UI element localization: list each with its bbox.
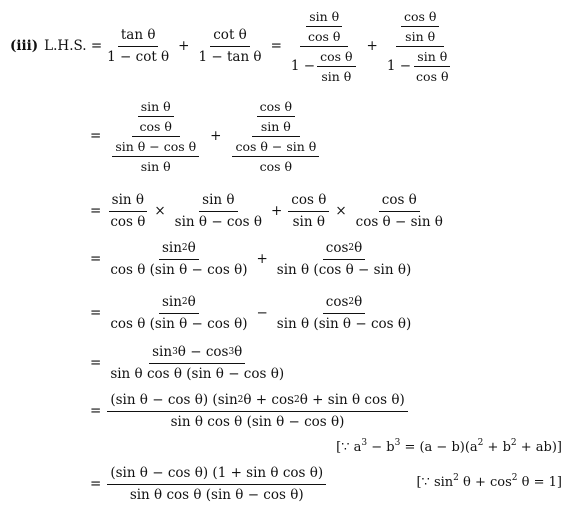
fraction-cos-over-sin bbox=[401, 9, 439, 44]
exponent: 2 bbox=[453, 473, 459, 483]
denominator: cos θ bbox=[110, 213, 146, 230]
fraction-2 bbox=[274, 240, 414, 277]
line-step-7 bbox=[86, 388, 410, 434]
compound-denominator bbox=[107, 137, 204, 174]
compound-denominator bbox=[227, 137, 324, 174]
line-step-5 bbox=[86, 290, 416, 336]
lhs-label: L.H.S. = bbox=[44, 38, 103, 54]
exponent: 3 bbox=[361, 438, 368, 448]
compound-numerator bbox=[300, 9, 348, 47]
exponent: 2 bbox=[477, 438, 484, 448]
numerator: cos θ bbox=[379, 192, 420, 211]
one-minus: 1 − bbox=[386, 57, 412, 74]
denominator: cos θ bbox=[416, 68, 449, 84]
equals-sign: = bbox=[90, 476, 102, 492]
term: [∵ a bbox=[336, 440, 362, 455]
numerator: sin 2 θ bbox=[159, 240, 199, 259]
denominator: sin θ cos θ (sin θ − cos θ) bbox=[110, 365, 285, 382]
compound-numerator bbox=[396, 9, 444, 47]
fraction-diff-over-cos bbox=[232, 139, 319, 174]
numerator: cos 2 θ bbox=[323, 294, 366, 313]
fraction-tan-over-1-minus-cot bbox=[104, 27, 172, 64]
denominator: sin θ (sin θ − cos θ) bbox=[276, 315, 412, 332]
compound-fraction-a bbox=[288, 9, 361, 84]
arg: θ bbox=[187, 294, 196, 311]
fraction-1 bbox=[107, 294, 250, 331]
compound-fraction-b bbox=[384, 9, 457, 84]
denominator: sin θ cos θ (sin θ − cos θ) bbox=[170, 413, 345, 430]
term: sin bbox=[152, 344, 173, 361]
identity-note-pythagorean bbox=[416, 475, 562, 490]
numerator: sin θ bbox=[306, 9, 342, 27]
equals-sign: = bbox=[90, 305, 102, 321]
numerator: cos θ − sin θ bbox=[232, 139, 319, 157]
fn: sin bbox=[161, 294, 182, 311]
equals-sign: = bbox=[90, 203, 102, 219]
denominator: cos θ bbox=[259, 158, 293, 174]
numerator: sin θ bbox=[199, 192, 237, 211]
term: θ + cos bbox=[458, 475, 512, 490]
compound-fraction-a bbox=[107, 99, 204, 174]
numerator: (sin θ − cos θ) (sin 2 θ + cos 2 θ + sin θ cos θ) bbox=[107, 392, 407, 411]
compound-fraction-b bbox=[227, 99, 324, 174]
numerator: sin θ bbox=[109, 192, 147, 211]
fraction-3 bbox=[288, 192, 329, 229]
term: θ bbox=[234, 344, 243, 361]
fn: cos bbox=[325, 240, 349, 257]
denominator: cos θ (sin θ − cos θ) bbox=[110, 315, 248, 332]
plus-sign: + bbox=[270, 203, 283, 219]
fraction-1 bbox=[107, 240, 250, 277]
numerator: cos θ bbox=[317, 49, 355, 67]
numerator: tan θ bbox=[118, 27, 159, 46]
line-step-8 bbox=[86, 461, 328, 507]
line-lhs bbox=[10, 4, 459, 88]
term: = (a − b)(a bbox=[400, 440, 478, 455]
denominator: sin θ bbox=[405, 28, 436, 44]
line-step-4 bbox=[86, 236, 416, 282]
arg: θ bbox=[354, 294, 363, 311]
term: θ − cos bbox=[177, 344, 229, 361]
term: − b bbox=[367, 440, 395, 455]
denominator: 1 − cot θ bbox=[107, 48, 170, 65]
numerator: sin θ bbox=[138, 99, 174, 117]
identity-note-cubes bbox=[336, 440, 562, 455]
denominator: cos θ − sin θ bbox=[355, 213, 443, 230]
exponent: 2 bbox=[511, 473, 518, 483]
denominator: sin θ bbox=[292, 213, 325, 230]
equals-sign: = bbox=[270, 38, 282, 54]
line-step-3 bbox=[86, 188, 448, 234]
term: + b bbox=[483, 440, 511, 455]
fraction-cos-over-sin bbox=[317, 49, 355, 84]
compound-numerator bbox=[252, 99, 300, 137]
fraction-factored bbox=[107, 392, 407, 429]
times-sign: × bbox=[335, 203, 347, 219]
denominator: cos θ (sin θ − cos θ) bbox=[110, 261, 248, 278]
numerator: cos θ bbox=[257, 99, 295, 117]
equals-sign: = bbox=[90, 251, 102, 267]
fraction-sin-over-cos bbox=[305, 9, 343, 44]
fraction-cos-over-sin bbox=[257, 99, 295, 134]
one-minus: 1 − bbox=[290, 57, 316, 74]
numerator: cos 2 θ bbox=[323, 240, 366, 259]
plus-sign: + bbox=[178, 38, 190, 54]
numerator: sin 3 θ − cos 3 θ bbox=[149, 344, 245, 363]
numerator: sin θ bbox=[414, 49, 450, 67]
fraction-sin-over-cos bbox=[137, 99, 175, 134]
equals-sign: = bbox=[90, 403, 102, 419]
term: (sin θ − cos θ) (sin bbox=[110, 392, 238, 409]
fraction-1 bbox=[107, 192, 148, 229]
compound-denominator bbox=[384, 47, 457, 84]
exponent: 3 bbox=[394, 438, 401, 448]
numerator: (sin θ − cos θ) (1 + sin θ cos θ) bbox=[107, 465, 326, 484]
numerator: cot θ bbox=[210, 27, 250, 46]
fraction-2 bbox=[274, 294, 414, 331]
denominator: 1 − tan θ bbox=[198, 48, 262, 65]
line-step-6 bbox=[86, 340, 289, 386]
fraction-cot-over-1-minus-tan bbox=[195, 27, 264, 64]
compound-numerator bbox=[132, 99, 180, 137]
term: + ab)] bbox=[516, 440, 562, 455]
line-step-2 bbox=[86, 96, 326, 176]
part-label: (iii) bbox=[10, 38, 39, 54]
compound-denominator bbox=[288, 47, 361, 84]
fn: cos bbox=[325, 294, 349, 311]
denominator: sin θ − cos θ bbox=[174, 213, 262, 230]
numerator: sin 2 θ bbox=[159, 294, 199, 313]
denominator: sin θ cos θ (sin θ − cos θ) bbox=[129, 486, 304, 503]
numerator: cos θ bbox=[288, 192, 329, 211]
denominator: cos θ bbox=[307, 28, 341, 44]
equals-sign: = bbox=[90, 355, 102, 371]
denominator: sin θ bbox=[260, 118, 291, 134]
times-sign: × bbox=[154, 203, 166, 219]
numerator: cos θ bbox=[401, 9, 439, 27]
term: θ + sin θ cos θ) bbox=[299, 392, 405, 409]
minus-sign: − bbox=[256, 305, 268, 321]
term: θ + cos bbox=[243, 392, 295, 409]
fraction-sin-over-cos bbox=[413, 49, 451, 84]
fraction-4 bbox=[353, 192, 446, 229]
plus-sign: + bbox=[366, 38, 378, 54]
plus-sign: + bbox=[210, 128, 222, 144]
equals-sign: = bbox=[90, 128, 102, 144]
denominator: sin θ bbox=[140, 158, 171, 174]
arg: θ bbox=[187, 240, 196, 257]
fraction-diff-over-sin bbox=[112, 139, 199, 174]
numerator: sin θ − cos θ bbox=[112, 139, 199, 157]
denominator: sin θ (cos θ − sin θ) bbox=[276, 261, 412, 278]
term: θ = 1] bbox=[517, 475, 562, 490]
fn: sin bbox=[161, 240, 182, 257]
denominator: sin θ bbox=[321, 68, 352, 84]
term: [∵ sin bbox=[416, 475, 454, 490]
denominator: cos θ bbox=[139, 118, 172, 134]
arg: θ bbox=[354, 240, 363, 257]
fraction-cube-difference bbox=[107, 344, 287, 381]
fraction-final bbox=[107, 465, 326, 502]
exponent: 2 bbox=[510, 438, 517, 448]
plus-sign: + bbox=[256, 251, 268, 267]
fraction-2 bbox=[172, 192, 265, 229]
